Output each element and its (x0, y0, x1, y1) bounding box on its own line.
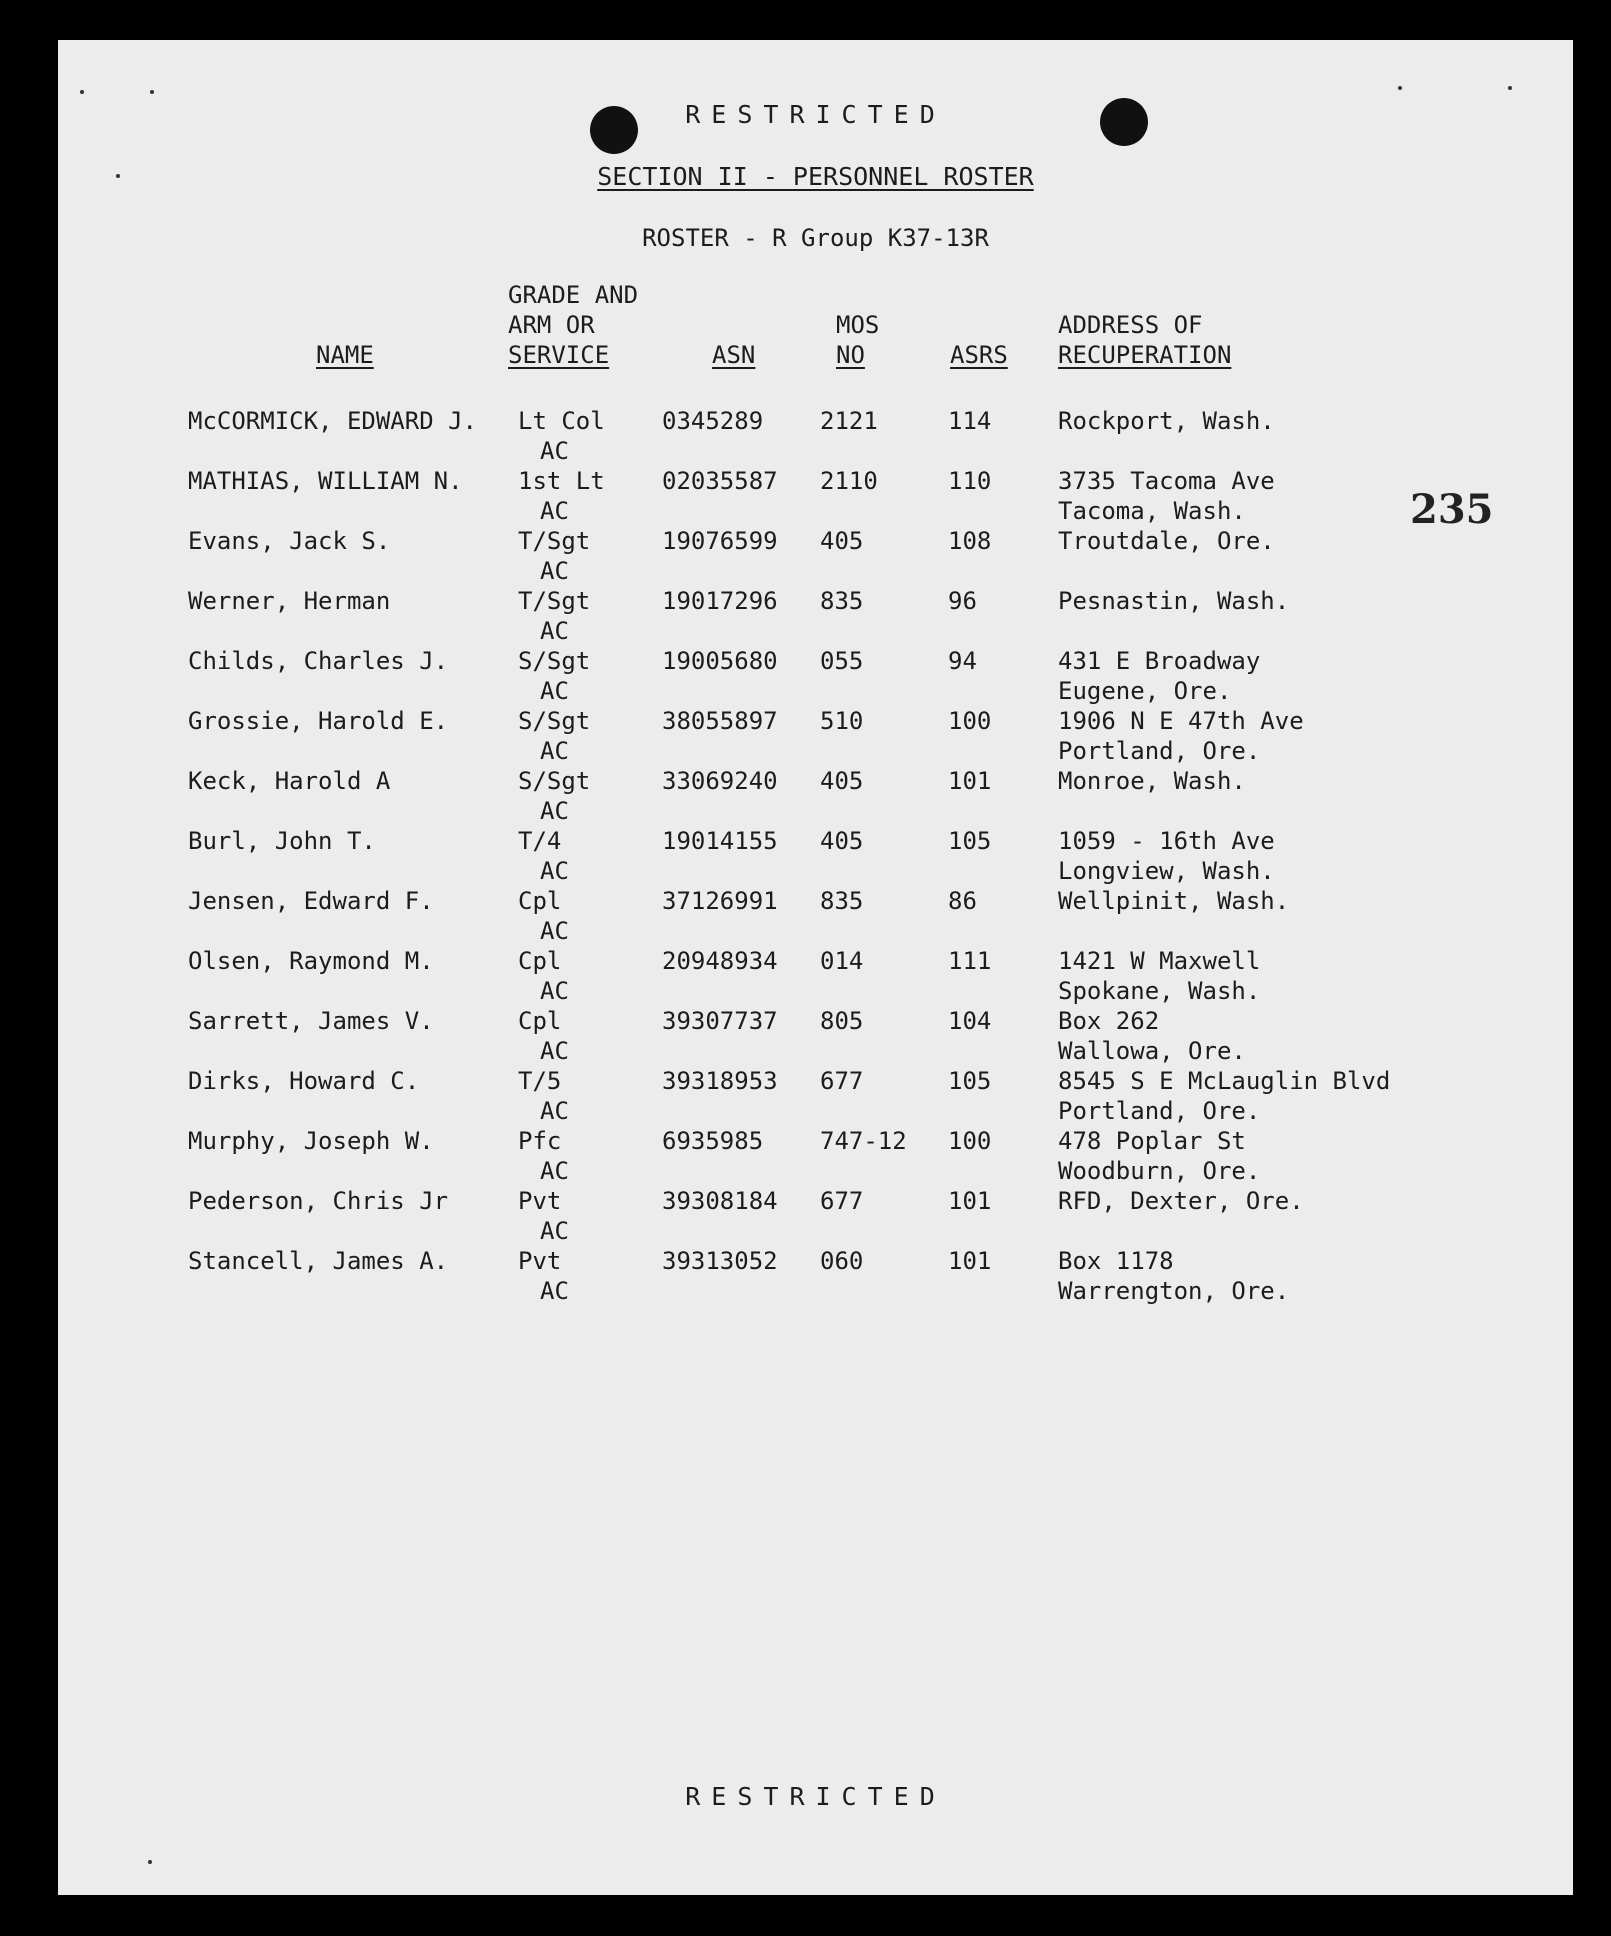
grade-cell: S/Sgt AC (518, 647, 591, 705)
table-row (58, 586, 1573, 646)
address-cell: RFD, Dexter, Ore. (1058, 1187, 1304, 1215)
grade-cell: T/5 AC (518, 1067, 569, 1125)
mos-cell: 405 (820, 827, 864, 855)
table-row (58, 1186, 1573, 1246)
roster-table (58, 406, 1573, 1306)
classification-top: RESTRICTED (685, 100, 946, 129)
mos-cell: 835 (820, 587, 864, 615)
grade-cell: Cpl AC (518, 947, 569, 1005)
grade-cell: 1st Lt AC (518, 467, 605, 525)
asrs-cell: 96 (948, 587, 977, 615)
address-cell: 478 Poplar St Woodburn, Ore. (1058, 1127, 1261, 1185)
asrs-cell: 94 (948, 647, 977, 675)
mos-cell: 677 (820, 1187, 864, 1215)
asn-cell: 19076599 (662, 527, 778, 555)
name-cell: Jensen, Edward F. (188, 887, 434, 915)
address-cell: 1059 - 16th Ave Longview, Wash. (1058, 827, 1275, 885)
asn-cell: 02035587 (662, 467, 778, 495)
asn-cell: 39318953 (662, 1067, 778, 1095)
asn-cell: 37126991 (662, 887, 778, 915)
document-page (58, 40, 1573, 1895)
asn-cell: 6935985 (662, 1127, 764, 1155)
name-cell: Sarrett, James V. (188, 1007, 434, 1035)
asrs-cell: 101 (948, 767, 992, 795)
asrs-cell: 101 (948, 1187, 992, 1215)
asrs-cell: 104 (948, 1007, 992, 1035)
table-row (58, 1126, 1573, 1186)
table-row (58, 1246, 1573, 1306)
address-cell: Box 1178 Warrengton, Ore. (1058, 1247, 1290, 1305)
asn-cell: 20948934 (662, 947, 778, 975)
name-cell: Murphy, Joseph W. (188, 1127, 434, 1155)
table-row (58, 1006, 1573, 1066)
grade-cell: Pvt AC (518, 1187, 569, 1245)
asrs-cell: 100 (948, 1127, 992, 1155)
asrs-cell: 111 (948, 947, 992, 975)
grade-cell: S/Sgt AC (518, 707, 591, 765)
mos-cell: 060 (820, 1247, 864, 1275)
table-row (58, 946, 1573, 1006)
name-cell: Burl, John T. (188, 827, 376, 855)
classification-bottom: RESTRICTED (685, 1782, 946, 1811)
address-cell: 1906 N E 47th Ave Portland, Ore. (1058, 707, 1304, 765)
name-cell: Stancell, James A. (188, 1247, 449, 1275)
asn-cell: 39313052 (662, 1247, 778, 1275)
asn-cell: 39307737 (662, 1007, 778, 1035)
name-cell: McCORMICK, EDWARD J. (188, 407, 477, 435)
address-cell: Rockport, Wash. (1058, 407, 1275, 435)
header-name: NAME (316, 341, 374, 369)
asn-cell: 33069240 (662, 767, 778, 795)
table-row (58, 826, 1573, 886)
grade-cell: Lt Col AC (518, 407, 605, 465)
address-cell: 8545 S E McLauglin Blvd Portland, Ore. (1058, 1067, 1391, 1125)
asrs-cell: 101 (948, 1247, 992, 1275)
asn-cell: 39308184 (662, 1187, 778, 1215)
grade-cell: Pfc AC (518, 1127, 569, 1185)
header-asrs: ASRS (950, 341, 1008, 369)
name-cell: Evans, Jack S. (188, 527, 391, 555)
name-cell: Keck, Harold A (188, 767, 391, 795)
asrs-cell: 105 (948, 1067, 992, 1095)
mos-cell: 747-12 (820, 1127, 907, 1155)
asrs-cell: 105 (948, 827, 992, 855)
roster-title: ROSTER - R Group K37-13R (642, 224, 989, 252)
header-address: ADDRESS OF RECUPERATION (1058, 311, 1232, 369)
name-cell: Dirks, Howard C. (188, 1067, 420, 1095)
grade-cell: Cpl AC (518, 1007, 569, 1065)
header-grade: GRADE AND ARM OR SERVICE (508, 281, 639, 369)
table-row (58, 466, 1573, 526)
mos-cell: 835 (820, 887, 864, 915)
address-cell: Wellpinit, Wash. (1058, 887, 1290, 915)
grade-cell: T/4 AC (518, 827, 569, 885)
speck (150, 90, 154, 94)
asrs-cell: 100 (948, 707, 992, 735)
table-row (58, 646, 1573, 706)
name-cell: MATHIAS, WILLIAM N. (188, 467, 463, 495)
speck (1398, 86, 1402, 90)
grade-cell: S/Sgt AC (518, 767, 591, 825)
table-row (58, 406, 1573, 466)
asn-cell: 0345289 (662, 407, 764, 435)
header-asn: ASN (712, 341, 756, 369)
grade-cell: Cpl AC (518, 887, 569, 945)
section-title: SECTION II - PERSONNEL ROSTER (597, 162, 1034, 191)
page-number: 235 (1410, 486, 1494, 533)
address-cell: Box 262 Wallowa, Ore. (1058, 1007, 1246, 1065)
asrs-cell: 108 (948, 527, 992, 555)
mos-cell: 677 (820, 1067, 864, 1095)
name-cell: Pederson, Chris Jr (188, 1187, 449, 1215)
mos-cell: 014 (820, 947, 864, 975)
asn-cell: 19005680 (662, 647, 778, 675)
speck (148, 1860, 152, 1864)
table-row (58, 886, 1573, 946)
mos-cell: 805 (820, 1007, 864, 1035)
table-row (58, 526, 1573, 586)
name-cell: Olsen, Raymond M. (188, 947, 434, 975)
speck (1508, 86, 1512, 90)
asrs-cell: 110 (948, 467, 992, 495)
asrs-cell: 86 (948, 887, 977, 915)
name-cell: Werner, Herman (188, 587, 391, 615)
mos-cell: 2110 (820, 467, 878, 495)
header-mos: MOS NO (836, 311, 880, 369)
address-cell: 431 E Broadway Eugene, Ore. (1058, 647, 1261, 705)
mos-cell: 405 (820, 767, 864, 795)
table-row (58, 766, 1573, 826)
address-cell: 3735 Tacoma Ave Tacoma, Wash. (1058, 467, 1275, 525)
grade-cell: Pvt AC (518, 1247, 569, 1305)
asn-cell: 19017296 (662, 587, 778, 615)
mos-cell: 2121 (820, 407, 878, 435)
mos-cell: 405 (820, 527, 864, 555)
table-row (58, 706, 1573, 766)
mos-cell: 510 (820, 707, 864, 735)
asrs-cell: 114 (948, 407, 992, 435)
speck (80, 90, 84, 94)
asn-cell: 38055897 (662, 707, 778, 735)
asn-cell: 19014155 (662, 827, 778, 855)
grade-cell: T/Sgt AC (518, 527, 591, 585)
address-cell: 1421 W Maxwell Spokane, Wash. (1058, 947, 1261, 1005)
name-cell: Childs, Charles J. (188, 647, 449, 675)
table-row (58, 1066, 1573, 1126)
address-cell: Pesnastin, Wash. (1058, 587, 1290, 615)
mos-cell: 055 (820, 647, 864, 675)
grade-cell: T/Sgt AC (518, 587, 591, 645)
address-cell: Troutdale, Ore. (1058, 527, 1275, 555)
address-cell: Monroe, Wash. (1058, 767, 1246, 795)
name-cell: Grossie, Harold E. (188, 707, 449, 735)
